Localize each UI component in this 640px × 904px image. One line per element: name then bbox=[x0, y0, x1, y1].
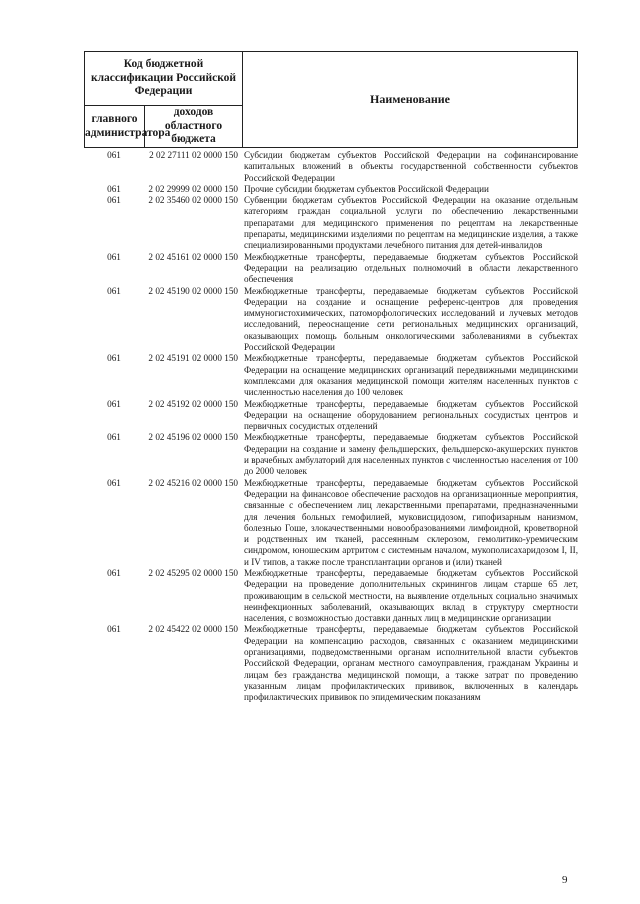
row-name: Субсидии бюджетам субъектов Российской Федерации на софинансирование капитальных вложений в объекты государственной собственности субъектов Российской Федерации bbox=[244, 150, 578, 183]
admin-column-header: главного администратора bbox=[85, 106, 145, 148]
table-row bbox=[84, 568, 578, 624]
income-code: 2 02 27111 02 0000 150 bbox=[149, 150, 238, 160]
income-code: 2 02 45192 02 0000 150 bbox=[148, 398, 238, 409]
table-row bbox=[84, 624, 578, 703]
income-code: 2 02 45191 02 0000 150 bbox=[148, 353, 238, 364]
admin-code: 061 bbox=[107, 477, 121, 488]
income-code: 2 02 45190 02 0000 150 bbox=[148, 285, 238, 296]
income-code: 2 02 45196 02 0000 150 bbox=[148, 432, 238, 443]
admin-code: 061 bbox=[107, 285, 121, 296]
table-row bbox=[84, 252, 578, 286]
income-code: 2 02 45422 02 0000 150 bbox=[148, 624, 238, 635]
table-row bbox=[84, 184, 578, 195]
admin-code: 061 bbox=[107, 398, 121, 409]
row-name: Межбюджетные трансферты, передаваемые бюджетам субъектов Российской Федерации на компенсацию расходов, связанных с оказанием медицинскими организациями, подведомственными органам исполнительной власти субъектов Российской Федерации, органам местного самоуправления, гражданам Украины и лицам без гражданства медицинской помощи, а также затрат по проведению указанным лицам профилактических прививок, включенных в календарь профилактических прививок по эпидемическим показаниям bbox=[244, 624, 578, 703]
table-row bbox=[84, 432, 578, 477]
table-row bbox=[84, 399, 578, 433]
table-header bbox=[84, 51, 578, 148]
kbk-group-header: Код бюджетной классификации Российской Федерации bbox=[85, 52, 243, 106]
table-row bbox=[84, 286, 578, 354]
admin-code: 061 bbox=[107, 567, 121, 578]
row-name: Межбюджетные трансферты, передаваемые бюджетам субъектов Российской Федерации на создание и замену фельдшерских, фельдшерско-акушерских пунктов и врачебных амбулаторий для населенных пунктов с численностью населения от 100 до 2000 человек bbox=[244, 432, 578, 477]
income-column-header: доходов областного бюджета bbox=[145, 106, 243, 148]
income-code: 2 02 45216 02 0000 150 bbox=[148, 477, 238, 488]
income-code: 2 02 29999 02 0000 150 bbox=[148, 183, 238, 194]
table-row bbox=[84, 150, 578, 184]
table-body bbox=[84, 150, 578, 704]
row-name: Межбюджетные трансферты, передаваемые бюджетам субъектов Российской Федерации на финансовое обеспечение расходов на организационные мероприятия, связанные с обеспечением лиц лекарственными препаратами, предназначенными для лечения больных гемофилией, муковисцидозом, гипофизарным нанизмом, болезнью Гоше, злокачественными новообразованиями лимфоидной, кроветворной и родственных им тканей, рассеянным склерозом, гемолитико-уремическим синдромом, юношеским артритом с системным началом, мукополисахаридозом I, II, и IV типов, а также после трансплантации органов и (или) тканей bbox=[244, 477, 578, 567]
table-row bbox=[84, 353, 578, 398]
row-name: Межбюджетные трансферты, передаваемые бюджетам субъектов Российской Федерации на проведение дополнительных скринингов лицам старше 65 лет, проживающим в сельской местности, на выявление отдельных социально значимых неинфекционных заболеваний, оказывающих вклад в структуру смертности населения, с возможностью доставки данных лиц в медицинские организации bbox=[244, 567, 578, 624]
page-number: 9 bbox=[562, 874, 568, 886]
income-code: 2 02 45295 02 0000 150 bbox=[148, 567, 238, 578]
admin-code: 061 bbox=[107, 150, 121, 160]
admin-code: 061 bbox=[107, 353, 121, 364]
admin-code: 061 bbox=[107, 624, 121, 635]
table-row bbox=[84, 478, 578, 568]
income-code: 2 02 35460 02 0000 150 bbox=[148, 195, 238, 206]
income-code: 2 02 45161 02 0000 150 bbox=[148, 251, 238, 262]
row-name: Субвенции бюджетам субъектов Российской Федерации на оказание отдельным категориям граждан социальной услуги по обеспечению лекарственными препаратами для медицинского применения по рецептам на лекарственные препараты, медицинскими изделиями по рецептам на медицинские изделия, а также специализированными продуктами лечебного питания для детей-инвалидов bbox=[244, 195, 578, 251]
table-row bbox=[84, 195, 578, 251]
row-name: Межбюджетные трансферты, передаваемые бюджетам субъектов Российской Федерации на оснащение оборудованием региональных сосудистых центров и первичных сосудистых отделений bbox=[244, 398, 578, 432]
row-name: Прочие субсидии бюджетам субъектов Российской Федерации bbox=[244, 183, 489, 194]
admin-code: 061 bbox=[107, 432, 121, 443]
row-name: Межбюджетные трансферты, передаваемые бюджетам субъектов Российской Федерации на оснащение медицинских организаций передвижными медицинскими комплексами для оказания медицинской помощи жителям населенных пунктов с численностью населения до 100 человек bbox=[244, 353, 578, 398]
admin-code: 061 bbox=[107, 251, 121, 262]
admin-code: 061 bbox=[107, 195, 121, 206]
row-name: Межбюджетные трансферты, передаваемые бюджетам субъектов Российской Федерации на создание и оснащение референс-центров для проведения иммуногистохимических, патоморфологических исследований и лучевых методов исследований, переоснащение сети региональных медицинских организаций, оказывающих помощь больным онкологическими заболеваниями в субъектах Российской Федерации bbox=[244, 285, 578, 353]
admin-code: 061 bbox=[107, 183, 121, 194]
name-column-header: Наименование bbox=[243, 52, 578, 148]
row-name: Межбюджетные трансферты, передаваемые бюджетам субъектов Российской Федерации на реализацию отдельных полномочий в области лекарственного обеспечения bbox=[244, 251, 578, 285]
